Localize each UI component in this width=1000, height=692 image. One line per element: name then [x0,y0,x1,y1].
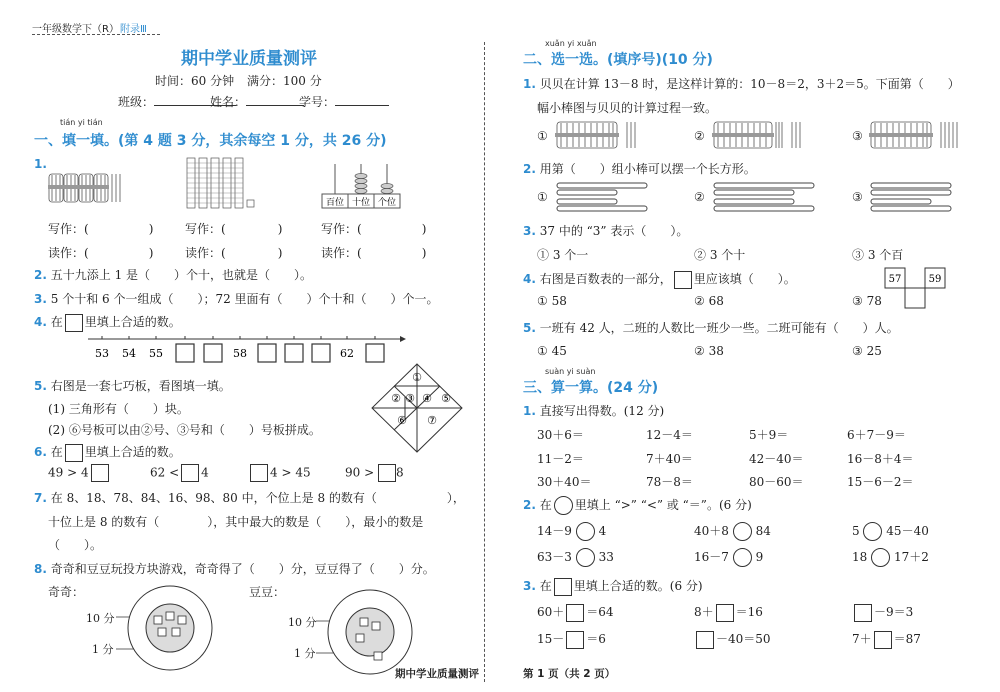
compare-circle[interactable] [576,522,595,541]
abacus-label-ones: 个位 [377,198,397,208]
nl-58: 58 [233,347,247,360]
q8-qiqi-one: 1 分 [92,643,114,656]
id-field[interactable] [335,105,389,106]
q1b-read: 读作：( ) [185,246,283,260]
footer-title: 期中学业质量测评 [395,668,479,680]
s1-heading: 一、填一填。(第 4 题 3 分，其余每空 1 分，共 26 分) [34,133,387,149]
s2-q2-opt2[interactable]: ② [694,190,705,204]
header-divider [32,34,160,35]
q1-number: 1. [34,157,47,171]
footer-page: 第 1 页（共 2 页） [523,668,616,680]
answer-box[interactable] [566,631,584,649]
q5: 5. 右图是一套七巧板，看图填一填。 [34,379,231,393]
cmp-r2c3: 18 17＋2 [852,548,929,567]
calc-r1c3: 5＋9＝ [749,428,789,442]
s2-q5-opt1[interactable]: ① 45 [537,344,567,358]
s2-q1-sticks-3 [869,120,979,150]
s2-q3: 3. 37 中的 “3” 表示（ ）。 [523,224,689,238]
s2-q2: 2. 用第（ ）组小棒可以摆一个长方形。 [523,162,756,176]
s2-q1-sticks-2 [712,120,822,150]
header-appendix: 附录Ⅲ [120,24,147,35]
answer-box[interactable] [874,631,892,649]
s2-q5-opt2[interactable]: ② 38 [694,344,724,358]
answer-box[interactable] [181,464,199,482]
s2-q3-opt2[interactable]: ② 3 个十 [694,248,746,262]
q1a-read: 读作：( ) [48,246,154,260]
calc-r1c1: 30＋6＝ [537,428,584,442]
calc-r2c2: 7＋40＝ [646,452,693,466]
nl-54: 54 [122,347,136,360]
q1a-write: 写作：( ) [48,222,154,236]
q8-doudou-ten: 10 分 [288,616,317,629]
s2-q5-opt3[interactable]: ③ 25 [852,344,882,358]
header-grade: 一年级数学下（R） [32,24,119,35]
s2-q3-opt1[interactable]: ① 3 个一 [537,248,589,262]
page-divider [484,42,485,682]
q1-cube-columns [185,156,255,212]
compare-circle [554,496,573,515]
abacus-label-tens: 十位 [351,198,371,208]
cmp-r2c2: 16－7 9 [694,548,763,567]
nl-box-57 [204,344,222,362]
s2-q1-opt1[interactable]: ① [537,129,548,143]
compare-circle[interactable] [863,522,882,541]
fill-r2c3: 7＋ ＝87 [852,630,921,649]
q1c-read: 读作：( ) [321,246,427,260]
tangram-piece-3: ③ [405,392,415,405]
cmp-r2c1: 63－3 33 [537,548,614,567]
q5b: (2) ⑥号板可以由②号、③号和（ ）号板拼成。 [48,423,321,437]
answer-box[interactable] [854,604,872,622]
calc-r1c2: 12－4＝ [646,428,693,442]
s2-q4-opt3[interactable]: ③ 78 [852,294,882,308]
answer-box [65,444,83,462]
answer-box[interactable] [378,464,396,482]
q3: 3. 5 个十和 6 个一组成（ ）；72 里面有（ ）个十和（ ）个一。 [34,292,439,306]
fill-r2c2: －40＝50 [694,630,771,649]
s2-heading: 二、选一选。(填序号)(10 分) [523,52,713,68]
q1-stick-bundles [48,172,123,204]
answer-box[interactable] [716,604,734,622]
calc-r3c2: 78－8＝ [646,475,693,489]
abacus-label-hundreds: 百位 [325,198,345,208]
class-label: 班级： [118,95,155,109]
calc-r1c4: 6＋7－9＝ [847,428,906,442]
fill-r1c2: 8＋ ＝16 [694,603,763,622]
q8-qiqi-target [110,586,230,686]
s2-q5: 5. 一班有 42 人，二班的人数比一班少一些。二班可能有（ ）人。 [523,321,899,335]
compare-circle[interactable] [871,548,890,567]
s2-q4: 4. 右图是百数表的一部分， 里应该填（ ）。 [523,270,796,289]
q1b-write: 写作：( ) [185,222,283,236]
s2-q1-sticks-1 [555,120,665,150]
meta-time: 时间：60 分钟 [155,74,235,88]
s2-q4-opt1[interactable]: ① 58 [537,294,567,308]
q7-line2: 十位上是 8 的数有（ ），其中最大的数是（ ），最小的数是 [48,515,424,529]
answer-box[interactable] [566,604,584,622]
tangram-piece-7: ⑦ [427,414,437,427]
calc-r3c1: 30＋40＝ [537,475,592,489]
nl-box-60 [285,344,303,362]
cmp-r1c2: 40＋8 84 [694,522,771,541]
calc-r3c3: 80－60＝ [749,475,804,489]
tangram-piece-4: ④ [422,392,432,405]
nl-box-56 [176,344,194,362]
nl-62: 62 [340,347,354,360]
meta-name [210,93,304,110]
q4: 4. 在 里填上合适的数。 [34,313,181,332]
page-title: 期中学业质量测评 [181,49,317,69]
q6-c2: 62 < 4 [150,464,209,482]
q1-abacus [322,162,402,210]
meta-full: 满分：100 分 [247,74,322,88]
s2-pinyin: xuǎn yi xuǎn [545,39,597,48]
tangram-piece-2: ② [391,392,401,405]
tangram-figure [370,362,464,454]
fill-r2c1: 15－ ＝6 [537,630,606,649]
tangram-piece-5: ⑤ [441,392,451,405]
s2-q2-rods-3 [869,180,979,214]
tangram-piece-6: ⑥ [397,414,407,427]
s2-q2-rods-2 [712,180,822,214]
calc-r2c1: 11－2＝ [537,452,584,466]
name-field[interactable] [246,105,304,106]
fill-r1c3: －9＝3 [852,603,913,622]
answer-box [674,271,692,289]
meta-id [299,93,389,110]
answer-box [65,314,83,332]
s2-q2-opt3[interactable]: ③ [852,190,863,204]
q8-qiqi-ten: 10 分 [86,612,115,625]
hc-59: 59 [928,274,942,285]
nl-55: 55 [149,347,163,360]
cmp-r1c1: 14－9 4 [537,522,606,541]
s2-q3-opt3[interactable]: ③ 3 个百 [852,248,904,262]
compare-circle[interactable] [576,548,595,567]
nl-box-63 [366,344,384,362]
q8-qiqi-label: 奇奇： [48,585,85,599]
q7-line1: 7. 在 8、18、78、84、16、98、80 中，个位上是 8 的数有（ ）， [34,491,465,505]
q8-doudou-label: 豆豆： [249,585,286,599]
s2-q1-opt2[interactable]: ② [694,129,705,143]
hc-57: 57 [888,274,902,285]
s2-q1-line2: 幅小棒图与贝贝的计算过程一致。 [537,101,718,115]
q5a: (1) 三角形有（ ）块。 [48,402,189,416]
s3-q1: 1. 直接写出得数。(12 分) [523,404,665,418]
calc-r3c4: 15－6－2＝ [847,475,914,489]
nl-53: 53 [95,347,109,360]
nl-box-61 [312,344,330,362]
answer-box[interactable] [696,631,714,649]
s2-q1-line1: 1. 贝贝在计算 13－8 时，是这样计算的：10－8＝2，3＋2＝5。下面第（ ） [523,77,960,91]
hundred-chart-fragment [884,267,948,311]
answer-box[interactable] [91,464,109,482]
compare-circle[interactable] [733,522,752,541]
q6-c3: 4 > 45 [250,464,311,482]
q1c-write: 写作：( ) [321,222,427,236]
calc-r2c4: 16－8＋4＝ [847,452,914,466]
name-label: 姓名： [210,95,247,109]
s2-q1-opt3[interactable]: ③ [852,129,863,143]
q6: 6. 在 里填上合适的数。 [34,443,181,462]
q8: 8. 奇奇和豆豆玩投方块游戏，奇奇得了（ ）分，豆豆得了（ ）分。 [34,562,435,576]
answer-box [554,578,572,596]
id-label: 学号： [299,95,336,109]
cmp-r1c3: 5 45－40 [852,522,929,541]
s3-pinyin: suàn yi suàn [545,367,596,376]
s2-q2-rods-1 [555,180,665,214]
q6-c1: 49 > 4 [48,464,109,482]
fill-r1c1: 60＋ ＝64 [537,603,614,622]
compare-circle[interactable] [733,548,752,567]
s3-q2: 2. 在 里填上 “>” “<” 或 “＝”。(6 分) [523,496,752,515]
q2: 2. 五十九添上 1 是（ ）个十，也就是（ ）。 [34,268,313,282]
answer-box[interactable] [250,464,268,482]
s2-q2-opt1[interactable]: ① [537,190,548,204]
q7-line3: （ ）。 [48,538,103,552]
q6-c4: 90 > 8 [345,464,404,482]
q8-doudou-one: 1 分 [294,647,316,660]
tangram-piece-1: ① [412,371,422,384]
calc-r2c3: 42－40＝ [749,452,804,466]
s3-heading: 三、算一算。(24 分) [523,380,659,396]
s1-pinyin: tián yi tián [60,118,103,127]
s2-q4-opt2[interactable]: ② 68 [694,294,724,308]
nl-box-59 [258,344,276,362]
q4-number-line [88,336,408,366]
s3-q3: 3. 在 里填上合适的数。(6 分) [523,577,703,596]
